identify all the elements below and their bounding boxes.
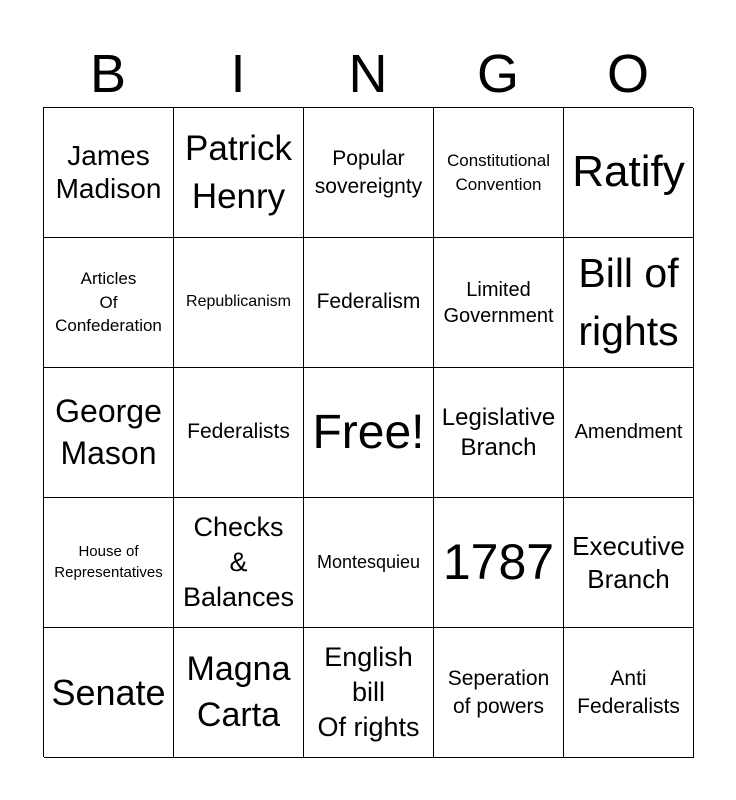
cell-text: Limited Government: [443, 278, 554, 327]
bingo-cell[interactable]: [434, 238, 564, 368]
header-letter-n: N: [348, 44, 388, 104]
cell-text: Patrick Henry: [185, 129, 292, 216]
cell-text: Federalism: [316, 290, 421, 314]
cell-text: 1787: [442, 533, 555, 590]
header-letter-i: I: [230, 44, 246, 104]
cell-text: James Madison: [55, 140, 162, 204]
bingo-cell[interactable]: [564, 628, 694, 758]
bingo-cell[interactable]: [304, 238, 434, 368]
cell-text: Bill of rights: [578, 250, 679, 354]
cell-text: Magna Carta: [186, 649, 291, 734]
bingo-cell[interactable]: [304, 628, 434, 758]
bingo-cell[interactable]: [304, 108, 434, 238]
cell-text: Popular sovereignty: [314, 147, 423, 198]
bingo-cell[interactable]: [174, 368, 304, 498]
bingo-cell[interactable]: [44, 368, 174, 498]
cell-text: Senate: [51, 671, 166, 713]
cell-text: Ratify: [572, 147, 685, 197]
bingo-cell[interactable]: [564, 368, 694, 498]
bingo-cell[interactable]: [564, 498, 694, 628]
bingo-cell[interactable]: [434, 368, 564, 498]
header-letter-b: B: [89, 44, 127, 104]
bingo-cell[interactable]: [434, 108, 564, 238]
bingo-cell[interactable]: [304, 368, 434, 498]
bingo-cell[interactable]: [174, 628, 304, 758]
bingo-cell[interactable]: [174, 108, 304, 238]
bingo-header: [43, 42, 693, 106]
bingo-cell[interactable]: [174, 238, 304, 368]
bingo-cell[interactable]: [44, 498, 174, 628]
bingo-cell[interactable]: [44, 108, 174, 238]
cell-text: Federalists: [187, 420, 290, 444]
bingo-cell[interactable]: [564, 108, 694, 238]
cell-text: Articles Of Confederation: [55, 268, 162, 336]
bingo-cell[interactable]: [434, 628, 564, 758]
cell-text: Checks & Balances: [182, 511, 295, 613]
cell-text: House of Representatives: [54, 543, 163, 581]
bingo-cell[interactable]: [174, 498, 304, 628]
cell-text: English bill Of rights: [317, 641, 420, 743]
bingo-cell[interactable]: [434, 498, 564, 628]
cell-text: Amendment: [574, 421, 683, 443]
cell-text: George Mason: [55, 392, 162, 471]
cell-text: Montesquieu: [316, 552, 421, 573]
cell-text: Anti Federalists: [577, 667, 680, 718]
cell-text: Constitutional Convention: [446, 150, 550, 194]
cell-text: Executive Branch: [572, 531, 685, 594]
bingo-grid: [43, 107, 693, 757]
header-letter-g: G: [476, 44, 519, 104]
bingo-cell[interactable]: [44, 238, 174, 368]
header-letter-o: O: [606, 44, 649, 104]
bingo-cell[interactable]: [304, 498, 434, 628]
cell-text: Legislative Branch: [441, 403, 556, 461]
bingo-cell[interactable]: [564, 238, 694, 368]
cell-text: Republicanism: [186, 293, 291, 311]
bingo-cell[interactable]: [44, 628, 174, 758]
cell-text: Seperation of powers: [447, 667, 550, 718]
free-space: Free!: [312, 405, 425, 459]
